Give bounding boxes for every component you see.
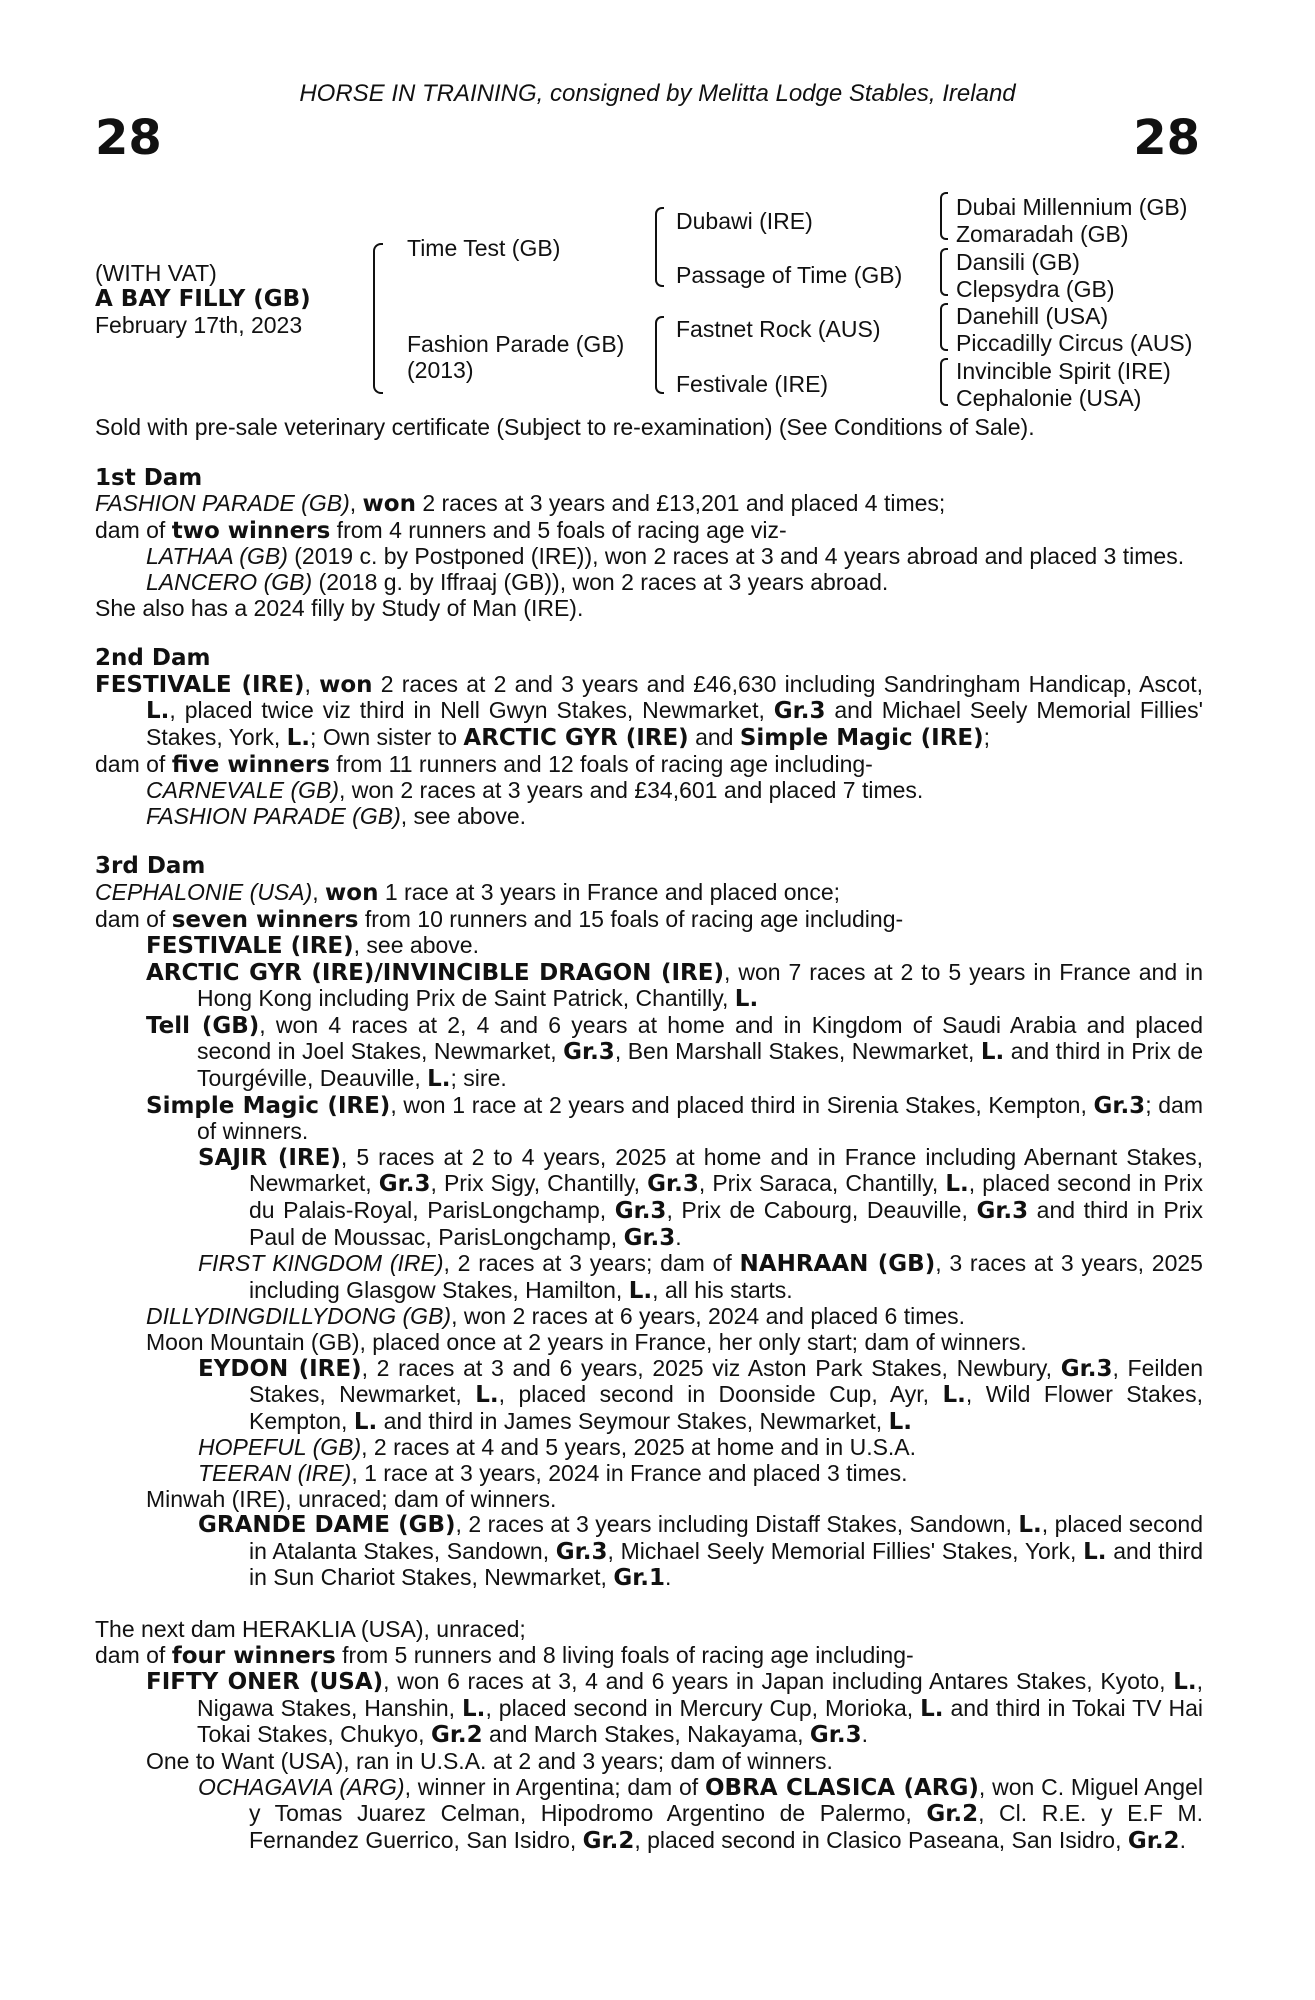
foaling-date: February 17th, 2023 bbox=[95, 312, 303, 338]
italic-name: TEERAN (IRE) bbox=[198, 1459, 352, 1486]
grand-produce-item bbox=[95, 1145, 1203, 1251]
text-run: , won C. Miguel Angel y Tomas Juarez Celman, Hipodromo Argentino de Palermo, bbox=[249, 1773, 1204, 1827]
grand-produce-item bbox=[95, 1775, 1203, 1855]
text-run: (2019 c. by Postponed (IRE)), won 2 races at 3 and 4 years abroad and placed 3 times. bbox=[287, 543, 1185, 570]
text-run: , see above. bbox=[353, 932, 479, 959]
emphasis-text: Gr.2 bbox=[430, 1722, 483, 1749]
produce-summary bbox=[95, 907, 1203, 934]
emphasis-text: five winners bbox=[171, 751, 330, 778]
emphasis-text: NAHRAAN (GB) bbox=[739, 1251, 936, 1278]
text-run: , won 4 races at 2, 4 and 6 years at home and in Kingdom of Saudi Arabia and placed second in Joel Stakes, Newmarket, bbox=[197, 1011, 1204, 1065]
emphasis-text: Gr.3 bbox=[1060, 1355, 1113, 1382]
emphasis-text: ARCTIC GYR (IRE)/INVINCIBLE DRAGON (IRE) bbox=[146, 959, 724, 986]
emphasis-text: Simple Magic (IRE) bbox=[146, 1092, 391, 1119]
text-run: , 3 races at 3 years, 2025 including Glasgow Stakes, Hamilton, bbox=[249, 1250, 1203, 1303]
text-run: , bbox=[304, 670, 320, 697]
lot-number-left: 28 bbox=[95, 110, 162, 166]
text-run: , all his starts. bbox=[652, 1276, 793, 1303]
emphasis-text: ARCTIC GYR (IRE) bbox=[463, 724, 689, 751]
text-run: and third in Sun Chariot Stakes, Newmarket, bbox=[249, 1537, 1203, 1591]
text-run: (2018 g. by Iffraaj (GB)), won 2 races at 3 years abroad. bbox=[312, 568, 889, 595]
grand-produce-item bbox=[95, 1461, 1203, 1487]
italic-name: HOPEFUL (GB) bbox=[198, 1434, 362, 1461]
text-run: , 2 races at 4 and 5 years, 2025 at home and in U.S.A. bbox=[361, 1434, 917, 1461]
section-heading: 1st Dam bbox=[95, 464, 203, 491]
dam-record bbox=[95, 672, 1203, 752]
emphasis-text: FIFTY ONER (USA) bbox=[146, 1669, 384, 1696]
ddd: Cephalonie (USA) bbox=[956, 385, 1142, 411]
produce-item bbox=[95, 778, 1203, 804]
text-run: , Cl. R.E. y E.F M. Fernandez Guerrico, San Isidro, bbox=[249, 1800, 1203, 1853]
grand-produce-item bbox=[95, 1435, 1203, 1461]
emphasis-text: FESTIVALE (IRE) bbox=[95, 671, 305, 698]
vat-label: (WITH VAT) bbox=[95, 260, 217, 286]
produce-item: One to Want (USA), ran in U.S.A. at 2 and 3 years; dam of winners. bbox=[146, 1747, 833, 1774]
text-run: , Wild Flower Stakes, Kempton, bbox=[249, 1381, 1203, 1434]
emphasis-text: GRANDE DAME (GB) bbox=[198, 1512, 456, 1539]
dam: Fashion Parade (GB) bbox=[407, 331, 625, 357]
pedigree-brace-ss bbox=[940, 192, 948, 240]
emphasis-text: SAJIR (IRE) bbox=[198, 1144, 341, 1171]
emphasis-text: Gr.1 bbox=[613, 1565, 666, 1592]
text-run: , 1 race at 3 years, 2024 in France and placed 3 times. bbox=[351, 1459, 908, 1486]
text-run: . bbox=[665, 1564, 672, 1591]
text-run: , placed second in Doonside Cup, Ayr, bbox=[498, 1381, 943, 1408]
text-run: and third in Prix de Tourgéville, Deauville, bbox=[197, 1038, 1203, 1092]
emphasis-text: four winners bbox=[171, 1642, 336, 1669]
pedigree-brace-ds bbox=[940, 303, 948, 351]
text-run: from 5 runners and 8 living foals of racing age including- bbox=[335, 1641, 914, 1668]
sire-dam: Passage of Time (GB) bbox=[676, 262, 903, 288]
text-run: , won 2 races at 6 years, 2024 and placed 6 times. bbox=[451, 1303, 966, 1330]
text-run: . bbox=[1179, 1826, 1186, 1853]
emphasis-text: L. bbox=[462, 1695, 486, 1722]
produce-item bbox=[95, 960, 1203, 1013]
italic-name: LANCERO (GB) bbox=[146, 568, 313, 595]
text-run: , winner in Argentina; dam of bbox=[404, 1773, 705, 1800]
text-run: and third in Prix Paul de Moussac, ParisLongchamp, bbox=[249, 1197, 1203, 1250]
produce-item bbox=[95, 570, 1203, 596]
text-run: , Ben Marshall Stakes, Newmarket, bbox=[614, 1038, 981, 1065]
emphasis-text: L. bbox=[1083, 1538, 1107, 1565]
italic-name: LATHAA (GB) bbox=[146, 543, 288, 570]
produce-summary bbox=[95, 1643, 1203, 1670]
text-run: , bbox=[349, 490, 363, 517]
sds: Dansili (GB) bbox=[956, 249, 1080, 275]
dam-year: (2013) bbox=[407, 357, 474, 383]
lot-number-right: 28 bbox=[1133, 110, 1200, 166]
emphasis-text: L. bbox=[628, 1277, 653, 1304]
produce-summary bbox=[95, 752, 1203, 779]
emphasis-text: L. bbox=[980, 1039, 1005, 1066]
text-run: , placed second in Prix du Palais-Royal, ParisLongchamp, bbox=[249, 1170, 1204, 1224]
text-run: dam of bbox=[95, 1641, 172, 1668]
emphasis-text: Gr.3 bbox=[809, 1722, 862, 1749]
produce-item: Moon Mountain (GB), placed once at 2 years in France, her only start; dam of winners. bbox=[146, 1329, 1027, 1355]
text-run: 2 races at 3 years and £13,201 and placed 4 times; bbox=[415, 490, 946, 517]
text-run: ; sire. bbox=[450, 1065, 507, 1092]
pedigree-brace-sire bbox=[655, 207, 664, 287]
emphasis-text: Gr.3 bbox=[563, 1039, 615, 1066]
emphasis-text: OBRA CLASICA (ARG) bbox=[704, 1774, 979, 1801]
emphasis-text: won bbox=[319, 671, 373, 698]
text-run: . bbox=[861, 1721, 868, 1748]
emphasis-text: Gr.2 bbox=[582, 1827, 635, 1854]
text-run: , 2 races at 3 years; dam of bbox=[443, 1250, 740, 1277]
sdd: Clepsydra (GB) bbox=[956, 276, 1115, 302]
produce-item bbox=[95, 804, 1203, 830]
text-run: , Feilden Stakes, Newmarket, bbox=[249, 1354, 1203, 1408]
text-run: , won 6 races at 3, 4 and 6 years in Japan including Antares Stakes, Kyoto, bbox=[383, 1668, 1174, 1695]
text-run: and third in James Seymour Stakes, Newmarket, bbox=[377, 1407, 889, 1434]
text-run: ; bbox=[983, 723, 991, 750]
dam-dam: Festivale (IRE) bbox=[676, 371, 829, 397]
produce-summary bbox=[95, 518, 1203, 545]
text-run: , 5 races at 2 to 4 years, 2025 at home and in France including Abernant Stakes, Newmarket, bbox=[249, 1143, 1204, 1197]
text-run: , Prix Saraca, Chantilly, bbox=[698, 1170, 946, 1197]
text-run: , won 2 races at 3 years and £34,601 and placed 7 times. bbox=[339, 777, 924, 804]
text-run: and March Stakes, Nakayama, bbox=[482, 1721, 810, 1748]
dds: Invincible Spirit (IRE) bbox=[956, 358, 1171, 384]
produce-item bbox=[95, 933, 1203, 960]
emphasis-text: L. bbox=[286, 724, 311, 751]
grand-produce-item bbox=[95, 1512, 1203, 1592]
second-dam-section bbox=[95, 646, 1203, 829]
text-run: and third in Tokai TV Hai Tokai Stakes, Chukyo, bbox=[197, 1694, 1204, 1748]
emphasis-text: L. bbox=[1173, 1669, 1197, 1696]
text-run: , placed second in Mercury Cup, Morioka, bbox=[485, 1694, 921, 1721]
text-run: , see above. bbox=[400, 802, 527, 829]
emphasis-text: Gr.3 bbox=[1093, 1092, 1146, 1119]
emphasis-text: Tell (GB) bbox=[146, 1012, 260, 1039]
third-dam-section bbox=[95, 854, 1203, 1592]
text-run: , Prix Sigy, Chantilly, bbox=[430, 1170, 648, 1197]
first-dam-section bbox=[95, 466, 1203, 622]
produce-item: Minwah (IRE), unraced; dam of winners. bbox=[146, 1485, 557, 1512]
emphasis-text: won bbox=[325, 879, 379, 906]
catalogue-body bbox=[95, 415, 1203, 1854]
emphasis-text: Gr.3 bbox=[623, 1224, 676, 1251]
emphasis-text: L. bbox=[734, 986, 759, 1013]
text-run: ; dam of winners. bbox=[197, 1091, 1203, 1145]
sss: Dubai Millennium (GB) bbox=[956, 194, 1188, 220]
emphasis-text: seven winners bbox=[171, 906, 359, 933]
italic-name: FIRST KINGDOM (IRE) bbox=[198, 1250, 444, 1277]
section-heading: 2nd Dam bbox=[95, 645, 211, 672]
grand-produce-item bbox=[95, 1356, 1203, 1436]
emphasis-text: L. bbox=[475, 1382, 499, 1409]
emphasis-text: Gr.3 bbox=[555, 1538, 608, 1565]
emphasis-text: EYDON (IRE) bbox=[198, 1355, 362, 1382]
produce-item bbox=[95, 544, 1203, 570]
text-run: ; Own sister to bbox=[310, 723, 464, 750]
italic-name: DILLYDINGDILLYDONG (GB) bbox=[146, 1303, 452, 1330]
dsd: Piccadilly Circus (AUS) bbox=[956, 330, 1193, 356]
emphasis-text: two winners bbox=[171, 517, 331, 544]
pedigree-brace-main bbox=[373, 243, 383, 394]
dam-record bbox=[95, 491, 1203, 518]
italic-name: CEPHALONIE (USA) bbox=[95, 878, 313, 905]
section-heading: 3rd Dam bbox=[95, 853, 206, 880]
text-run: , Nigawa Stakes, Hanshin, bbox=[197, 1668, 1203, 1721]
next-dam-section bbox=[95, 1617, 1203, 1854]
produce-item bbox=[95, 1013, 1203, 1093]
emphasis-text: won bbox=[362, 491, 416, 518]
pedigree-brace-dd bbox=[940, 358, 948, 406]
text-run: , placed second in Clasico Paseana, San Isidro, bbox=[634, 1826, 1128, 1853]
emphasis-text: Gr.3 bbox=[378, 1171, 431, 1198]
emphasis-text: Gr.2 bbox=[926, 1801, 979, 1828]
emphasis-text: Gr.2 bbox=[1127, 1827, 1180, 1854]
text-run: dam of bbox=[95, 905, 172, 932]
horse-identity bbox=[95, 260, 311, 338]
emphasis-text: L. bbox=[920, 1695, 944, 1722]
text-run: , placed second in Atalanta Stakes, Sandown, bbox=[249, 1511, 1203, 1564]
emphasis-text: Gr.3 bbox=[614, 1198, 667, 1225]
pedigree-brace-sd bbox=[940, 248, 948, 296]
text-run: from 10 runners and 15 foals of racing age including- bbox=[358, 905, 904, 932]
page-header: HORSE IN TRAINING, consigned by Melitta Lodge Stables, Ireland bbox=[299, 80, 1016, 107]
produce-note: She also has a 2024 filly by Study of Man (IRE). bbox=[95, 594, 584, 621]
dss: Danehill (USA) bbox=[956, 303, 1109, 329]
horse-name: A BAY FILLY (GB) bbox=[95, 286, 311, 312]
italic-name: FASHION PARADE (GB) bbox=[95, 490, 350, 517]
italic-name: FASHION PARADE (GB) bbox=[146, 802, 401, 829]
text-run: , bbox=[312, 878, 326, 905]
text-run: . bbox=[675, 1223, 682, 1250]
text-run: dam of bbox=[95, 516, 172, 543]
text-run: , Michael Seely Memorial Fillies' Stakes, York, bbox=[607, 1537, 1084, 1564]
ssd: Zomaradah (GB) bbox=[956, 221, 1129, 247]
emphasis-text: L. bbox=[945, 1171, 969, 1198]
emphasis-text: L. bbox=[146, 698, 170, 725]
text-run: dam of bbox=[95, 750, 172, 777]
text-run: , 2 races at 3 and 6 years, 2025 viz Aston Park Stakes, Newbury, bbox=[361, 1354, 1061, 1381]
emphasis-text: L. bbox=[427, 1066, 451, 1093]
text-run: 2 races at 2 and 3 years and £46,630 including Sandringham Handicap, Ascot, bbox=[372, 670, 1204, 697]
italic-name: CARNEVALE (GB) bbox=[146, 777, 339, 804]
dam-record bbox=[95, 880, 1203, 907]
emphasis-text: Gr.3 bbox=[773, 698, 826, 725]
produce-item bbox=[95, 1304, 1203, 1330]
italic-name: OCHAGAVIA (ARG) bbox=[198, 1773, 405, 1800]
text-run: , won 7 races at 2 to 5 years in France and in Hong Kong including Prix de Saint Patrick, Chantilly, bbox=[197, 958, 1203, 1012]
emphasis-text: Simple Magic (IRE) bbox=[739, 724, 984, 751]
sire: Time Test (GB) bbox=[407, 235, 561, 261]
text-run: and bbox=[688, 723, 740, 750]
text-run: , Prix de Cabourg, Deauville, bbox=[666, 1197, 977, 1224]
sire-sire: Dubawi (IRE) bbox=[676, 208, 813, 234]
dam-record: The next dam HERAKLIA (USA), unraced; bbox=[95, 1615, 526, 1642]
emphasis-text: L. bbox=[1018, 1512, 1042, 1539]
text-run: from 11 runners and 12 foals of racing age including- bbox=[329, 750, 873, 777]
text-run: from 4 runners and 5 foals of racing age viz- bbox=[330, 516, 787, 543]
text-run: 1 race at 3 years in France and placed once; bbox=[378, 878, 841, 905]
pedigree-brace-dam bbox=[655, 316, 664, 394]
emphasis-text: L. bbox=[888, 1408, 912, 1435]
dam-sire: Fastnet Rock (AUS) bbox=[676, 316, 881, 342]
grand-produce-item bbox=[95, 1251, 1203, 1304]
emphasis-text: L. bbox=[353, 1408, 378, 1435]
emphasis-text: Gr.3 bbox=[976, 1198, 1029, 1225]
text-run: , placed twice viz third in Nell Gwyn Stakes, Newmarket, bbox=[169, 697, 774, 724]
text-run: and Michael Seely Memorial Fillies' Stakes, York, bbox=[146, 697, 1203, 750]
emphasis-text: FESTIVALE (IRE) bbox=[146, 933, 354, 960]
produce-item bbox=[95, 1093, 1203, 1145]
text-run: , 2 races at 3 years including Distaff Stakes, Sandown, bbox=[455, 1511, 1019, 1538]
text-run: , won 1 race at 2 years and placed third in Sirenia Stakes, Kempton, bbox=[390, 1091, 1094, 1118]
produce-item bbox=[95, 1669, 1203, 1749]
vet-note: Sold with pre-sale veterinary certificate (Subject to re-examination) (See Conditions of Sale). bbox=[95, 414, 1035, 440]
emphasis-text: Gr.3 bbox=[647, 1171, 699, 1198]
emphasis-text: L. bbox=[942, 1382, 966, 1409]
